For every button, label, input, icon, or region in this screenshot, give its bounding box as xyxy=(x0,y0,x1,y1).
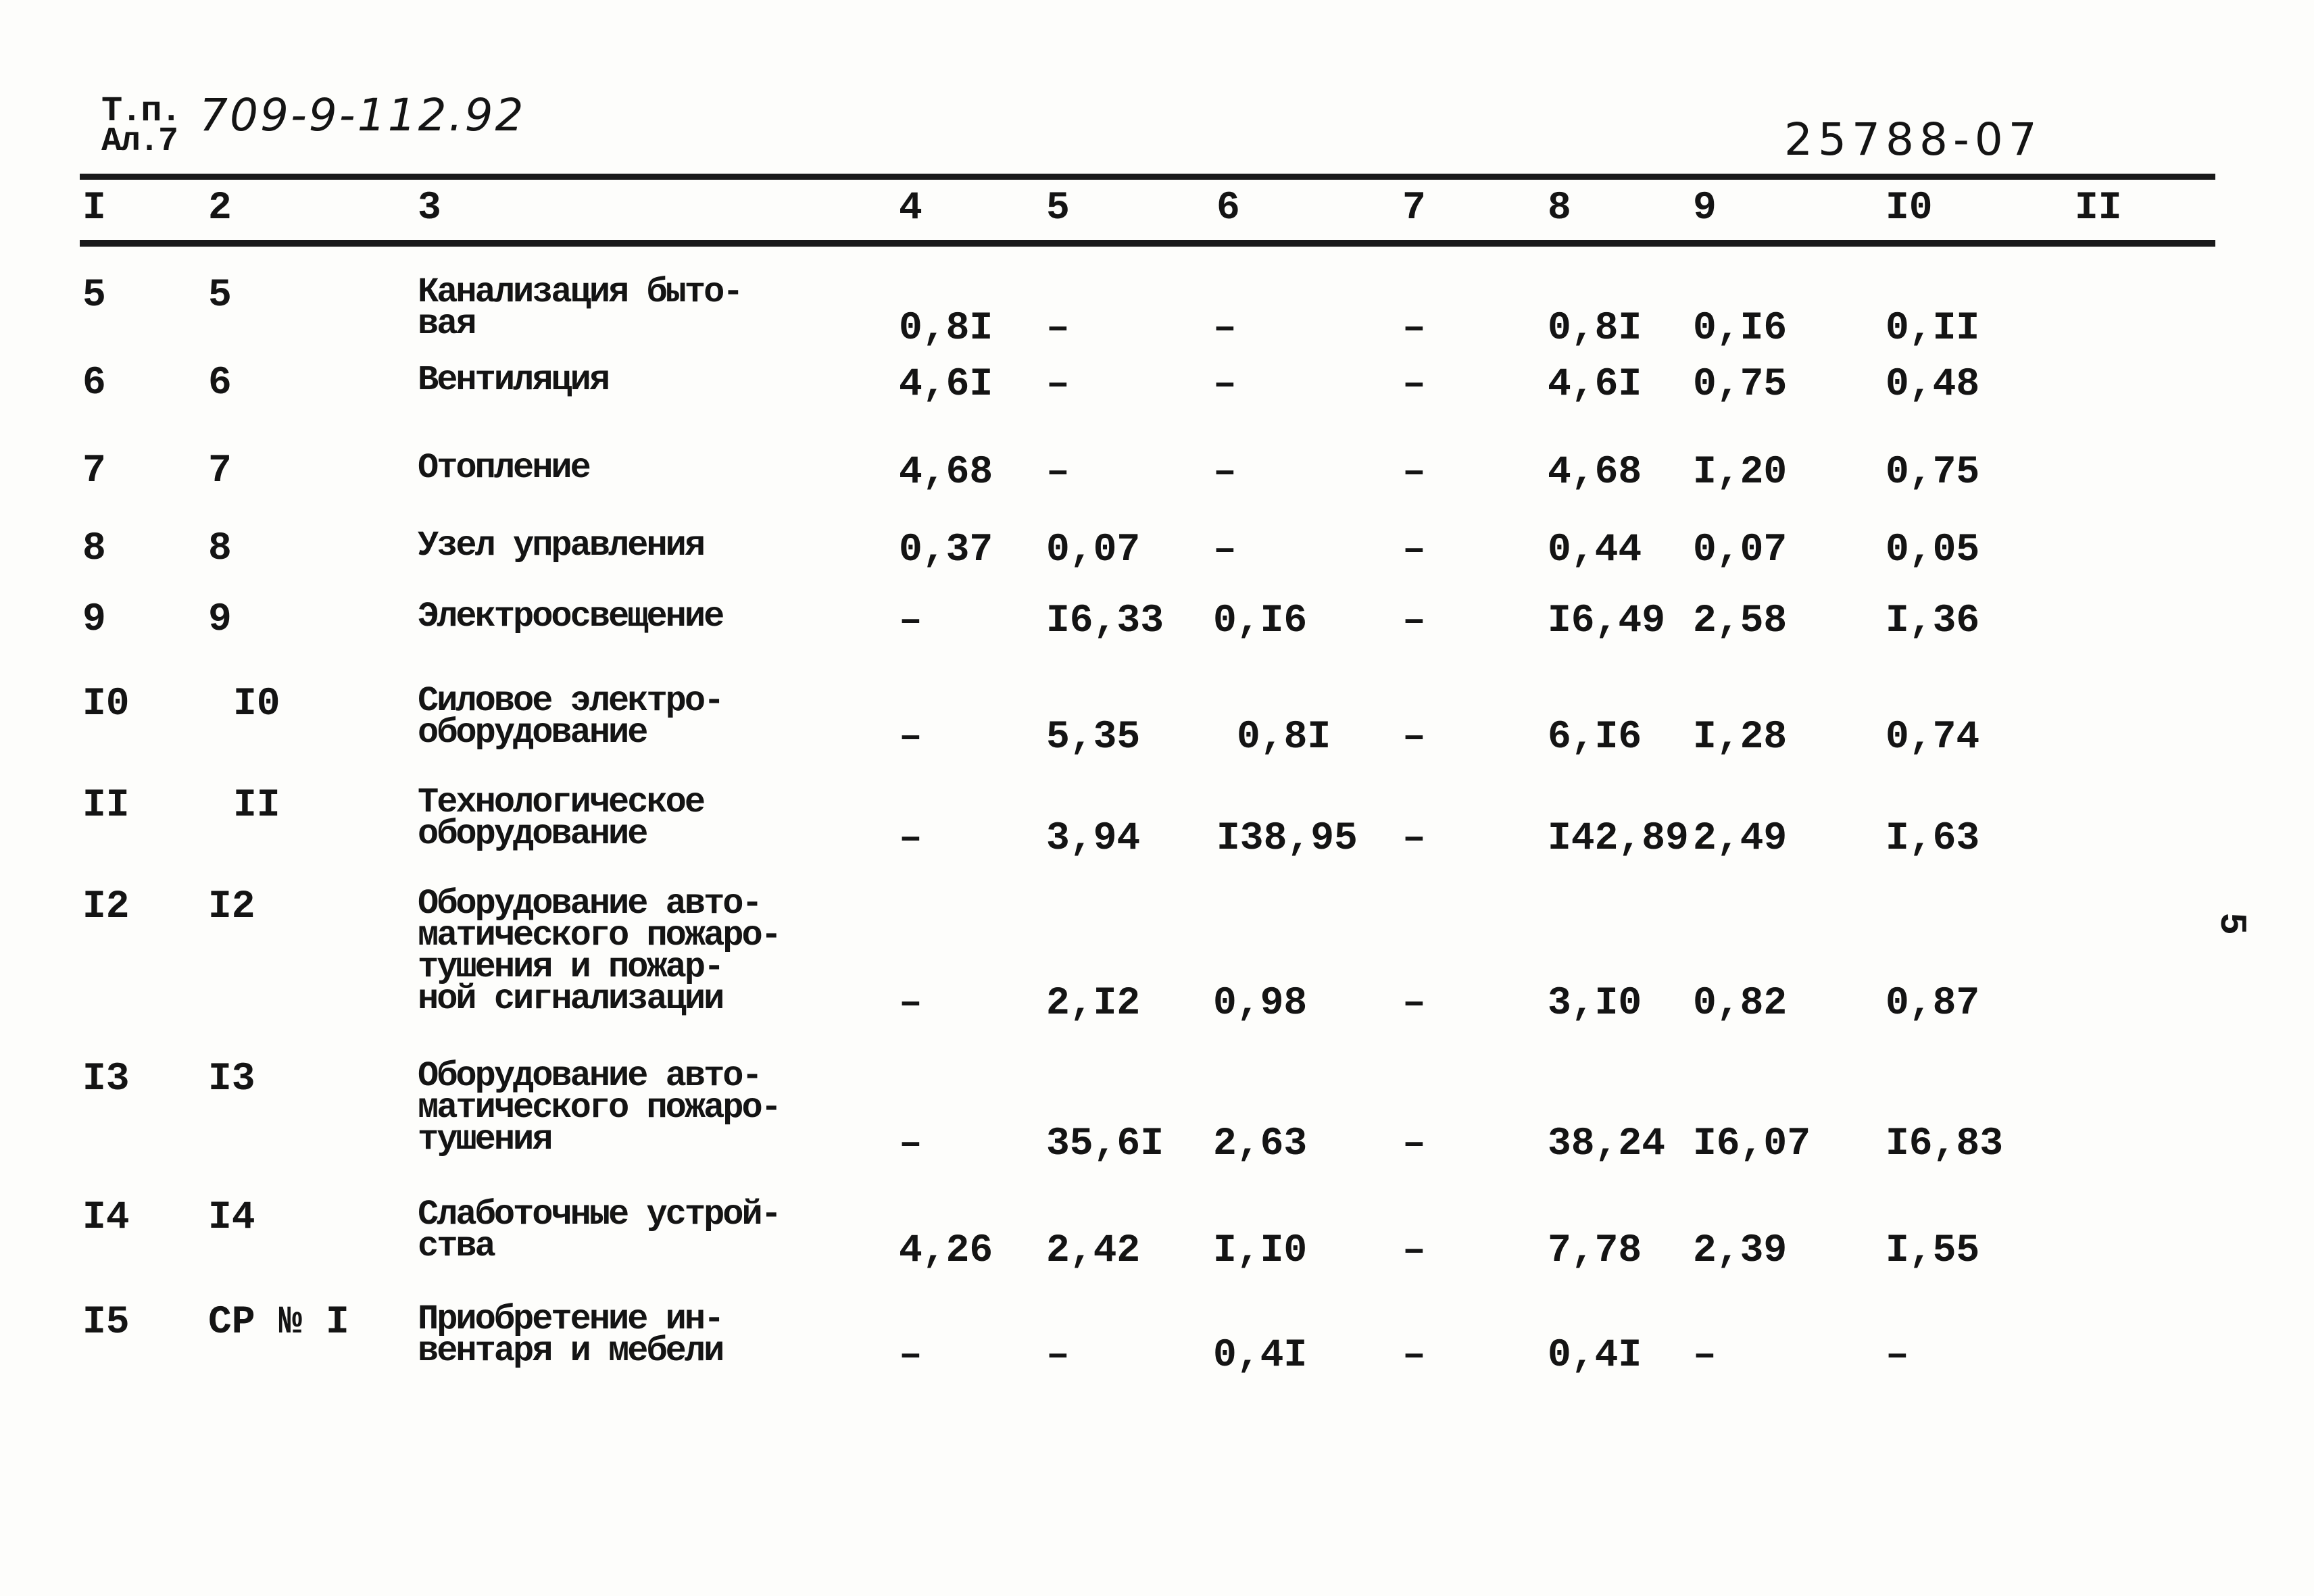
work-name xyxy=(418,884,780,1019)
value-col-6: I38,95 xyxy=(1216,817,1358,861)
row-position-number: 6 xyxy=(82,361,106,405)
value-col-5: – xyxy=(1046,307,1070,351)
value-col-7: – xyxy=(1402,599,1426,643)
work-name-line: оборудование xyxy=(418,814,647,854)
value-col-6: – xyxy=(1213,307,1237,351)
row-position-number: 5 xyxy=(82,274,106,318)
value-col-5: I6,33 xyxy=(1046,599,1164,643)
value-col-9: 0,75 xyxy=(1693,363,1788,407)
work-name-line: тушения и пожар- xyxy=(418,947,723,987)
row-position-number: 8 xyxy=(82,527,106,571)
value-col-5: – xyxy=(1046,363,1070,407)
value-col-9: I,28 xyxy=(1693,716,1788,759)
value-col-7: – xyxy=(1402,716,1426,759)
work-name xyxy=(418,597,723,637)
row-reference-number: 8 xyxy=(208,527,232,571)
value-col-10: – xyxy=(1886,1334,1909,1378)
value-col-4: 0,37 xyxy=(899,528,993,572)
work-name-line: Вентиляция xyxy=(418,360,609,400)
value-col-10: I6,83 xyxy=(1886,1122,2004,1166)
work-name-line: Отопление xyxy=(418,448,589,488)
work-name-line: Оборудование авто- xyxy=(418,884,761,924)
work-name xyxy=(418,1056,780,1159)
row-position-number: 9 xyxy=(82,598,106,642)
value-col-9: 2,49 xyxy=(1693,817,1788,861)
value-col-9: I,20 xyxy=(1693,451,1788,495)
value-col-4: 4,6I xyxy=(899,363,993,407)
value-col-5: 3,94 xyxy=(1046,817,1141,861)
value-col-5: 2,42 xyxy=(1046,1229,1141,1273)
value-col-8: 0,44 xyxy=(1548,528,1642,572)
col-number-6: 6 xyxy=(1216,186,1240,230)
tp-label: Т.п. xyxy=(101,91,180,131)
row-position-number: I0 xyxy=(82,682,130,726)
work-name-line: тушения xyxy=(418,1120,551,1159)
value-col-6: – xyxy=(1213,528,1237,572)
value-col-6: I,I0 xyxy=(1213,1229,1308,1273)
value-col-8: 3,I0 xyxy=(1548,982,1642,1026)
work-name-line: Технологическое xyxy=(418,782,704,822)
row-reference-number: 6 xyxy=(208,361,232,405)
row-reference-number: I0 xyxy=(233,682,280,726)
row-position-number: 7 xyxy=(82,449,106,493)
value-col-7: – xyxy=(1402,817,1426,861)
value-col-6: – xyxy=(1213,451,1237,495)
album-label: Ал.7 xyxy=(101,122,178,161)
value-col-8: 4,6I xyxy=(1548,363,1642,407)
row-position-number: I2 xyxy=(82,885,130,929)
work-name xyxy=(418,681,723,753)
value-col-7: – xyxy=(1402,528,1426,572)
col-number-7: 7 xyxy=(1402,186,1426,230)
work-name xyxy=(418,526,704,566)
value-col-8: 0,4I xyxy=(1548,1334,1642,1378)
value-col-8: 0,8I xyxy=(1548,307,1642,351)
value-col-5: 2,I2 xyxy=(1046,982,1141,1026)
value-col-7: – xyxy=(1402,307,1426,351)
value-col-9: 0,07 xyxy=(1693,528,1788,572)
value-col-8: I6,49 xyxy=(1548,599,1666,643)
header-bottom-rule xyxy=(80,240,2215,247)
row-reference-number: I3 xyxy=(208,1057,255,1101)
value-col-6: 0,98 xyxy=(1213,982,1308,1026)
value-col-9: 2,39 xyxy=(1693,1229,1788,1273)
work-name-line: Слаботочные устрой- xyxy=(418,1195,780,1235)
project-code: 709-9-112.92 xyxy=(199,89,526,141)
value-col-4: – xyxy=(899,716,922,759)
value-col-10: I,36 xyxy=(1886,599,1980,643)
work-name xyxy=(418,360,609,400)
work-name-line: Узел управления xyxy=(418,526,704,566)
value-col-4: 0,8I xyxy=(899,307,993,351)
row-reference-number: СР № I xyxy=(208,1301,349,1345)
value-col-4: – xyxy=(899,599,922,643)
row-position-number: I4 xyxy=(82,1196,130,1240)
value-col-4: – xyxy=(899,1334,922,1378)
registration-number: 25788-07 xyxy=(1784,114,2042,166)
row-position-number: I3 xyxy=(82,1057,130,1101)
value-col-5: – xyxy=(1046,451,1070,495)
value-col-8: 6,I6 xyxy=(1548,716,1642,759)
value-col-8: I42,89 xyxy=(1548,817,1689,861)
value-col-10: 0,II xyxy=(1886,307,1980,351)
work-name-line: оборудование xyxy=(418,713,647,753)
value-col-10: 0,48 xyxy=(1886,363,1980,407)
value-col-8: 38,24 xyxy=(1548,1122,1666,1166)
value-col-10: 0,05 xyxy=(1886,528,1980,572)
work-name xyxy=(418,782,704,854)
work-name-line: ной сигнализации xyxy=(418,979,723,1019)
row-reference-number: 9 xyxy=(208,598,232,642)
col-number-2: 2 xyxy=(208,186,232,230)
row-reference-number: II xyxy=(233,784,280,828)
row-reference-number: 7 xyxy=(208,449,232,493)
value-col-10: 0,75 xyxy=(1886,451,1980,495)
value-col-7: – xyxy=(1402,451,1426,495)
col-number-11: II xyxy=(2075,186,2122,230)
value-col-9: 0,I6 xyxy=(1693,307,1788,351)
col-number-4: 4 xyxy=(899,186,922,230)
value-col-9: I6,07 xyxy=(1693,1122,1811,1166)
value-col-5: – xyxy=(1046,1334,1070,1378)
work-name-line: Электроосвещение xyxy=(418,597,723,637)
value-col-10: I,63 xyxy=(1886,817,1980,861)
work-name-line: матического пожаро- xyxy=(418,916,780,955)
value-col-8: 4,68 xyxy=(1548,451,1642,495)
col-number-5: 5 xyxy=(1046,186,1070,230)
value-col-6: – xyxy=(1213,363,1237,407)
value-col-7: – xyxy=(1402,1229,1426,1273)
value-col-4: – xyxy=(899,817,922,861)
col-number-9: 9 xyxy=(1693,186,1717,230)
work-name-line: ства xyxy=(418,1226,494,1266)
work-name xyxy=(418,448,589,488)
work-name-line: вентаря и мебели xyxy=(418,1331,723,1371)
work-name-line: Оборудование авто- xyxy=(418,1056,761,1096)
col-number-3: 3 xyxy=(418,186,441,230)
row-position-number: II xyxy=(82,784,130,828)
value-col-10: 0,74 xyxy=(1886,716,1980,759)
col-number-1: I xyxy=(82,186,106,230)
value-col-6: 0,4I xyxy=(1213,1334,1308,1378)
work-name-line: Приобретение ин- xyxy=(418,1299,723,1339)
side-page-number: 5 xyxy=(2209,912,2253,935)
header-top-rule xyxy=(80,174,2215,180)
value-col-6: 0,8I xyxy=(1237,716,1331,759)
work-name-line: Канализация быто- xyxy=(418,272,742,312)
value-col-8: 7,78 xyxy=(1548,1229,1642,1273)
value-col-6: 0,I6 xyxy=(1213,599,1308,643)
row-reference-number: 5 xyxy=(208,274,232,318)
value-col-7: – xyxy=(1402,363,1426,407)
value-col-4: – xyxy=(899,982,922,1026)
value-col-7: – xyxy=(1402,1334,1426,1378)
value-col-5: 5,35 xyxy=(1046,716,1141,759)
work-name-line: матического пожаро- xyxy=(418,1088,780,1128)
value-col-5: 0,07 xyxy=(1046,528,1141,572)
value-col-5: 35,6I xyxy=(1046,1122,1164,1166)
row-reference-number: I4 xyxy=(208,1196,255,1240)
work-name xyxy=(418,1299,723,1371)
work-name xyxy=(418,272,742,344)
value-col-9: – xyxy=(1693,1334,1717,1378)
col-number-10: I0 xyxy=(1886,186,1933,230)
value-col-10: I,55 xyxy=(1886,1229,1980,1273)
value-col-7: – xyxy=(1402,982,1426,1026)
value-col-7: – xyxy=(1402,1122,1426,1166)
work-name-line: вая xyxy=(418,304,475,344)
col-number-8: 8 xyxy=(1548,186,1571,230)
value-col-4: 4,26 xyxy=(899,1229,993,1273)
value-col-9: 2,58 xyxy=(1693,599,1788,643)
work-name xyxy=(418,1195,780,1266)
value-col-4: – xyxy=(899,1122,922,1166)
value-col-9: 0,82 xyxy=(1693,982,1788,1026)
value-col-4: 4,68 xyxy=(899,451,993,495)
row-position-number: I5 xyxy=(82,1301,130,1345)
row-reference-number: I2 xyxy=(208,885,255,929)
value-col-6: 2,63 xyxy=(1213,1122,1308,1166)
value-col-10: 0,87 xyxy=(1886,982,1980,1026)
work-name-line: Силовое электро- xyxy=(418,681,723,721)
